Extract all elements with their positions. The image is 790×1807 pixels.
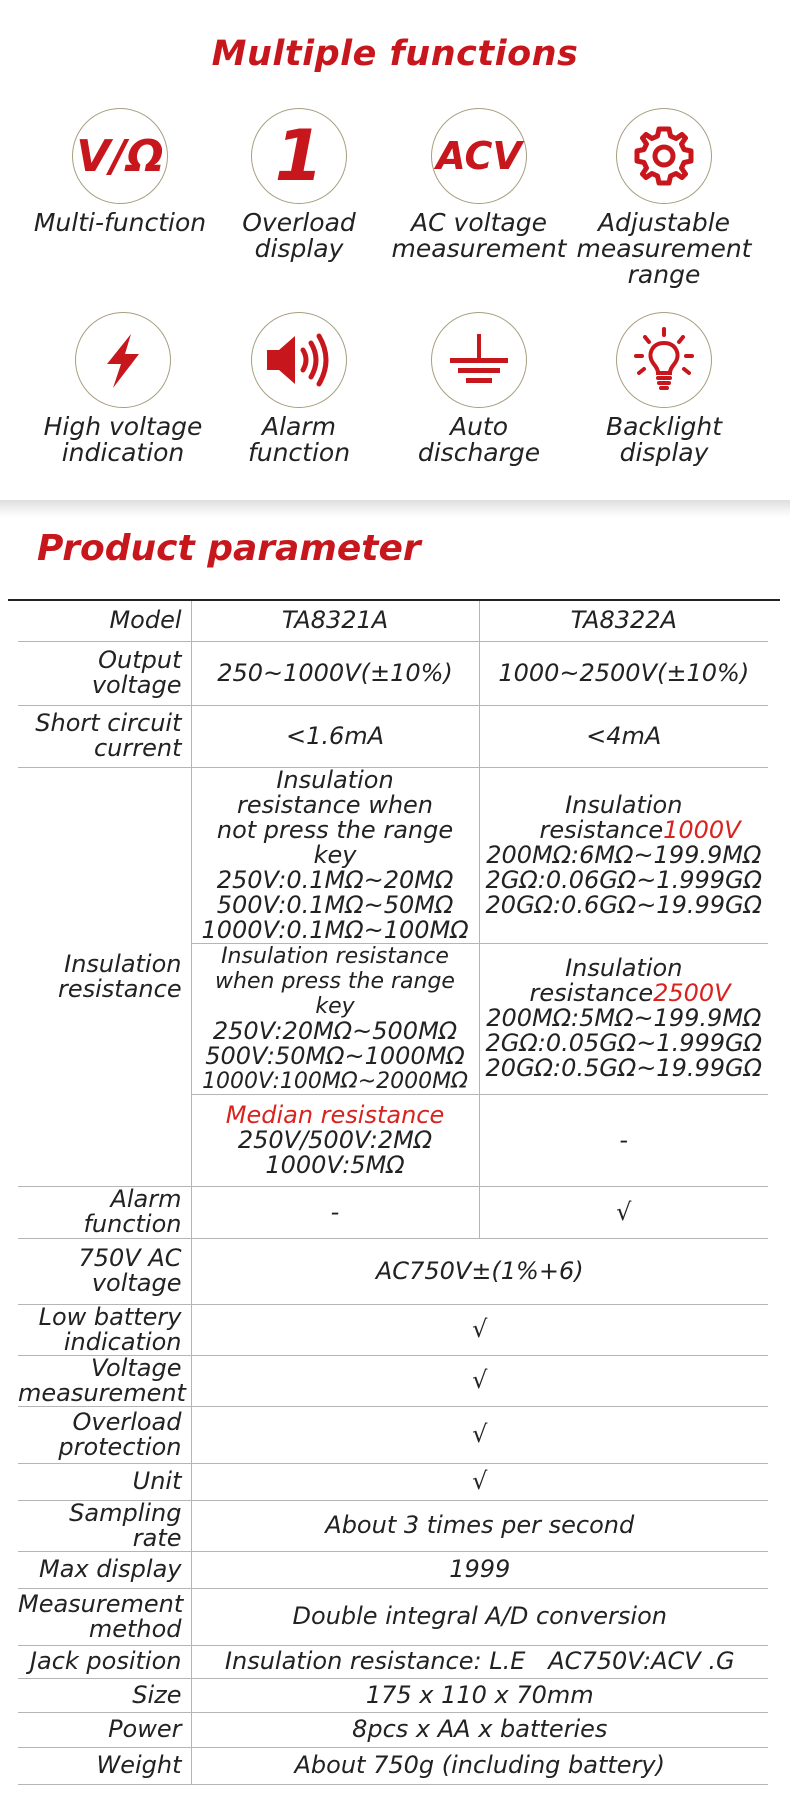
feature-label: Multi-function xyxy=(33,208,207,237)
table-row xyxy=(18,1712,768,1747)
feature-label: Adjustable measurement range xyxy=(576,208,752,289)
table-row xyxy=(18,1500,768,1551)
short-circuit-a: <1.6mA xyxy=(191,705,479,767)
weight-value: About 750g (including battery) xyxy=(191,1747,768,1784)
table-row xyxy=(18,1238,768,1304)
feature-alarm xyxy=(209,312,389,466)
table-row xyxy=(18,1355,768,1406)
row-label: Measurement method xyxy=(18,1588,191,1645)
table-row xyxy=(18,1588,768,1645)
multiple-functions-title: Multiple functions xyxy=(211,34,579,74)
model-b: TA8322A xyxy=(479,601,768,641)
row-label: Overload protection xyxy=(18,1406,191,1463)
row-label: Low battery indication xyxy=(18,1304,191,1355)
table-row xyxy=(18,1551,768,1588)
output-voltage-a: 250~1000V(±10%) xyxy=(191,641,479,705)
low-battery-value: √ xyxy=(191,1304,768,1355)
insulation-b2: Insulation resistance2500V 200MΩ:5MΩ~199.9MΩ 2GΩ:0.05GΩ~1.999GΩ 20GΩ:0.5GΩ~19.99GΩ xyxy=(479,943,768,1094)
table-row xyxy=(18,1304,768,1355)
table-row xyxy=(18,1463,768,1500)
row-label: Power xyxy=(18,1712,191,1747)
feature-label: AC voltage measurement xyxy=(391,208,567,263)
table-row xyxy=(18,1645,768,1678)
table-row xyxy=(18,641,768,705)
feature-multi-function xyxy=(30,108,210,236)
row-label: Jack position xyxy=(18,1645,191,1678)
product-parameter-title: Product parameter xyxy=(37,528,421,569)
feature-label: Overload display xyxy=(242,208,356,263)
sampling-rate-value: About 3 times per second xyxy=(191,1500,768,1551)
table-row xyxy=(18,767,768,943)
ground-icon xyxy=(431,312,527,408)
voltage-measurement-value: √ xyxy=(191,1355,768,1406)
row-label: Short circuit current xyxy=(18,705,191,767)
row-label: Output voltage xyxy=(18,641,191,705)
row-label: Alarm function xyxy=(18,1186,191,1238)
table-row xyxy=(18,705,768,767)
measurement-method-value: Double integral A/D conversion xyxy=(191,1588,768,1645)
feature-label: Alarm function xyxy=(247,412,351,467)
model-a: TA8321A xyxy=(191,601,479,641)
speaker-icon xyxy=(251,312,347,408)
row-label: Voltage measurement xyxy=(18,1355,191,1406)
table-row xyxy=(18,1747,768,1784)
lightning-icon xyxy=(75,312,171,408)
insulation-b3: - xyxy=(479,1094,768,1186)
row-label: Size xyxy=(18,1678,191,1712)
insulation-a2: Insulation resistance when press the range key 250V:20MΩ~500MΩ 500V:50MΩ~1000MΩ 1000V:100MΩ~2000MΩ xyxy=(191,943,479,1094)
jack-position-value: Insulation resistance: L.E AC750V:ACV .G xyxy=(191,1645,768,1678)
alarm-a: - xyxy=(191,1186,479,1238)
lightbulb-icon xyxy=(616,312,712,408)
row-label: Unit xyxy=(18,1463,191,1500)
unit-value: √ xyxy=(191,1463,768,1500)
insulation-b1: Insulation resistance1000V 200MΩ:6MΩ~199.9MΩ 2GΩ:0.06GΩ~1.999GΩ 20GΩ:0.6GΩ~19.99GΩ xyxy=(479,767,768,943)
overload-one-icon: 1 xyxy=(251,108,347,204)
table-row xyxy=(18,1186,768,1238)
power-value: 8pcs x AA x batteries xyxy=(191,1712,768,1747)
row-label: Insulation resistance xyxy=(18,767,191,1186)
ac-voltage-value: AC750V±(1%+6) xyxy=(191,1238,768,1304)
row-label: Max display xyxy=(18,1551,191,1588)
gear-icon xyxy=(616,108,712,204)
feature-ac-voltage xyxy=(389,108,569,262)
row-label: Sampling rate xyxy=(18,1500,191,1551)
overload-protection-value: √ xyxy=(191,1406,768,1463)
feature-adjustable-range xyxy=(574,108,754,288)
row-label: Model xyxy=(18,601,191,641)
alarm-b: √ xyxy=(479,1186,768,1238)
feature-label: Backlight display xyxy=(605,412,723,467)
feature-overload-display xyxy=(209,108,389,262)
v-ohm-icon: V/Ω xyxy=(72,108,168,204)
section-divider-shadow xyxy=(0,500,790,518)
size-value: 175 x 110 x 70mm xyxy=(191,1678,768,1712)
row-label: 750V AC voltage xyxy=(18,1238,191,1304)
feature-label: High voltage indication xyxy=(43,412,203,467)
parameter-table xyxy=(18,601,768,1785)
insulation-a1: Insulation resistance when not press the range key 250V:0.1MΩ~20MΩ 500V:0.1MΩ~50MΩ 1000V:0.1MΩ~100MΩ xyxy=(191,767,479,943)
feature-high-voltage xyxy=(33,312,213,466)
row-label: Weight xyxy=(18,1747,191,1784)
acv-icon: ACV xyxy=(431,108,527,204)
table-row xyxy=(18,1678,768,1712)
short-circuit-b: <4mA xyxy=(479,705,768,767)
max-display-value: 1999 xyxy=(191,1551,768,1588)
feature-label: Auto discharge xyxy=(417,412,541,467)
feature-auto-discharge xyxy=(389,312,569,466)
table-row xyxy=(18,601,768,641)
table-row xyxy=(18,1406,768,1463)
insulation-a3: Median resistance 250V/500V:2MΩ 1000V:5MΩ xyxy=(191,1094,479,1186)
feature-backlight xyxy=(574,312,754,466)
output-voltage-b: 1000~2500V(±10%) xyxy=(479,641,768,705)
